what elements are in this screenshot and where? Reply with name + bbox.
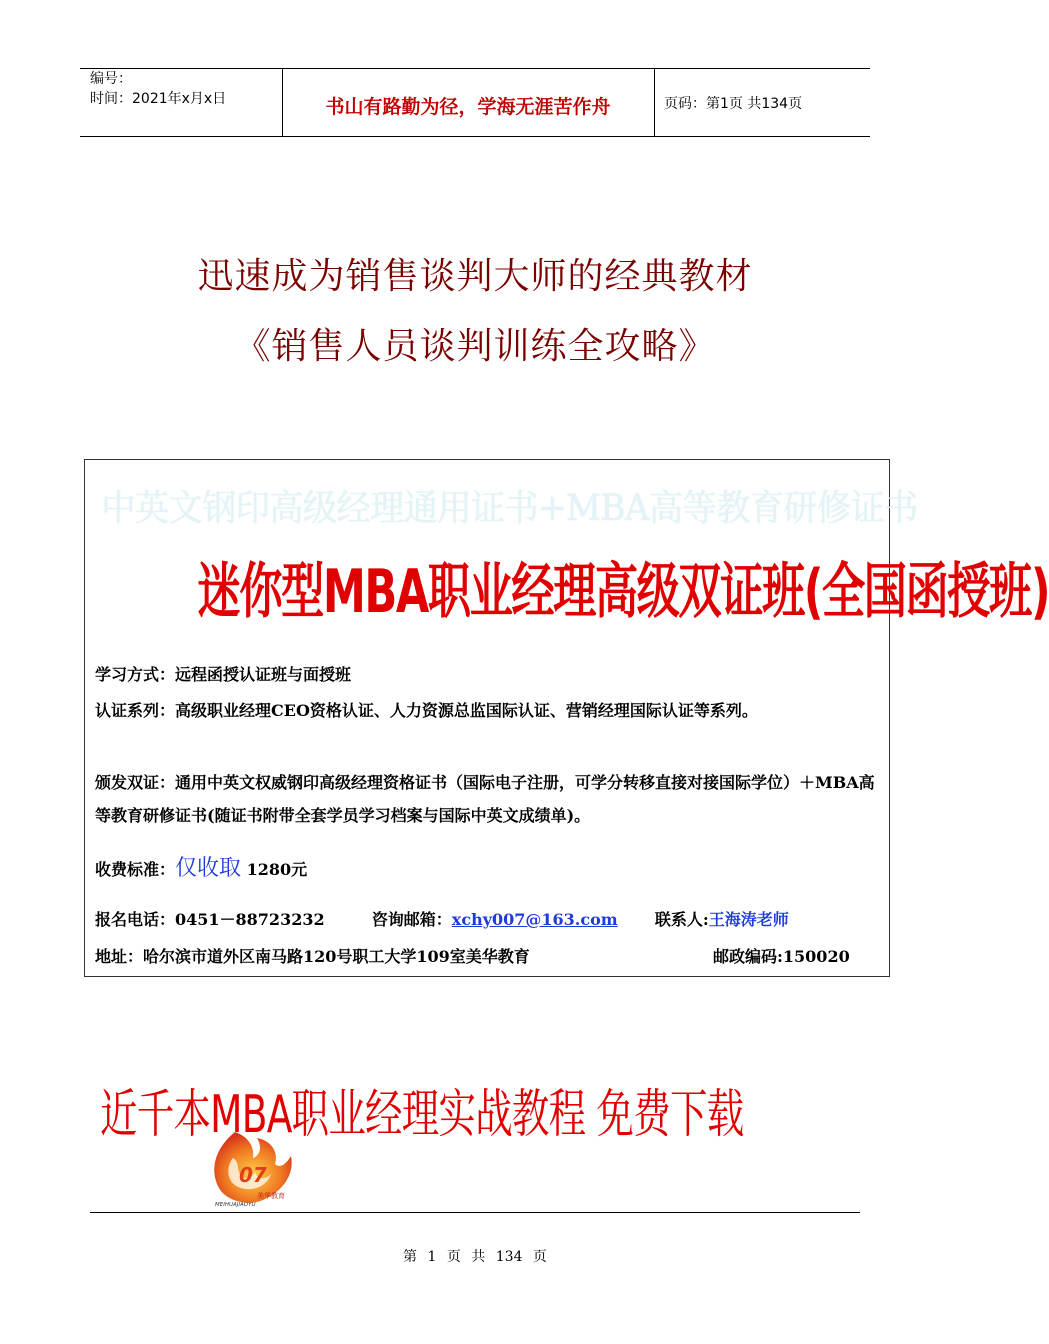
postcode-text: 邮政编码:150020 bbox=[713, 947, 850, 966]
document-subtitle: 《销售人员谈判训练全攻略》 bbox=[234, 326, 716, 367]
cert-series-row bbox=[95, 694, 885, 727]
fee-emphasis: 仅收取 bbox=[175, 856, 242, 881]
fee-label: 收费标准： bbox=[95, 860, 176, 879]
contact-label: 联系人: bbox=[654, 910, 709, 929]
watermark-text: 中英文钢印高级经理通用证书+MBA高等教育研修证书 bbox=[101, 488, 918, 529]
footer-line bbox=[90, 1212, 860, 1213]
issue-certs-row bbox=[95, 766, 885, 832]
study-mode-row bbox=[95, 658, 885, 691]
course-headline: 迷你型MBA职业经理高级双证班(全国函授班) bbox=[197, 557, 1049, 627]
course-ad-box bbox=[84, 459, 1049, 977]
header-divider bbox=[654, 68, 655, 136]
page-number-label: 页码：第1页 共134页 bbox=[664, 96, 803, 112]
flame-logo-icon bbox=[205, 1128, 301, 1208]
study-mode-label: 学习方式： bbox=[95, 665, 176, 684]
issue-certs-value: 通用中英文权威钢印高级经理资格证书（国际电子注册，可学分转移直接对接国际学位）＋MBA高等教育研修证书(随证书附带全套学员学习档案与国际中英文成绩单)。 bbox=[95, 773, 875, 825]
email-link[interactable]: xchy007@163.com bbox=[451, 910, 618, 929]
time-label: 时间：2021年x月x日 bbox=[90, 91, 227, 107]
svg-text:07: 07 bbox=[239, 1163, 267, 1187]
free-download-promo[interactable]: 近千本MBA职业经理实战教程 免费下载 bbox=[100, 1085, 744, 1145]
contact-row bbox=[95, 903, 885, 936]
serial-label: 编号： bbox=[90, 71, 132, 87]
footer-page-number: 第 1 页 共 134 页 bbox=[403, 1249, 547, 1265]
header-bottom-line bbox=[80, 136, 870, 137]
header-top-line bbox=[80, 68, 870, 69]
study-mode-value: 远程函授认证班与面授班 bbox=[175, 665, 352, 684]
fee-row bbox=[95, 852, 885, 886]
address-row bbox=[95, 940, 885, 973]
contact-name: 王海涛老师 bbox=[708, 910, 789, 929]
phone-label: 报名电话：0451－88723232 bbox=[95, 910, 325, 929]
issue-certs-label: 颁发双证： bbox=[95, 773, 176, 792]
cert-series-value: 高级职业经理CEO资格认证、人力资源总监国际认证、营销经理国际认证等系列。 bbox=[175, 701, 758, 720]
meihua-logo bbox=[205, 1128, 301, 1208]
document-title: 迅速成为销售谈判大师的经典教材 bbox=[197, 256, 753, 297]
address-text: 地址：哈尔滨市道外区南马路120号职工大学109室美华教育 bbox=[95, 947, 530, 966]
header-motto: 书山有路勤为径，学海无涯苦作舟 bbox=[325, 96, 611, 118]
logo-pinyin-text: MEIHUAJIAOYU bbox=[215, 1202, 256, 1208]
logo-brand-text: 美华教育 bbox=[257, 1192, 285, 1200]
email-label: 咨询邮箱： bbox=[371, 910, 452, 929]
cert-series-label: 认证系列： bbox=[95, 701, 176, 720]
fee-value: 1280元 bbox=[246, 860, 308, 879]
